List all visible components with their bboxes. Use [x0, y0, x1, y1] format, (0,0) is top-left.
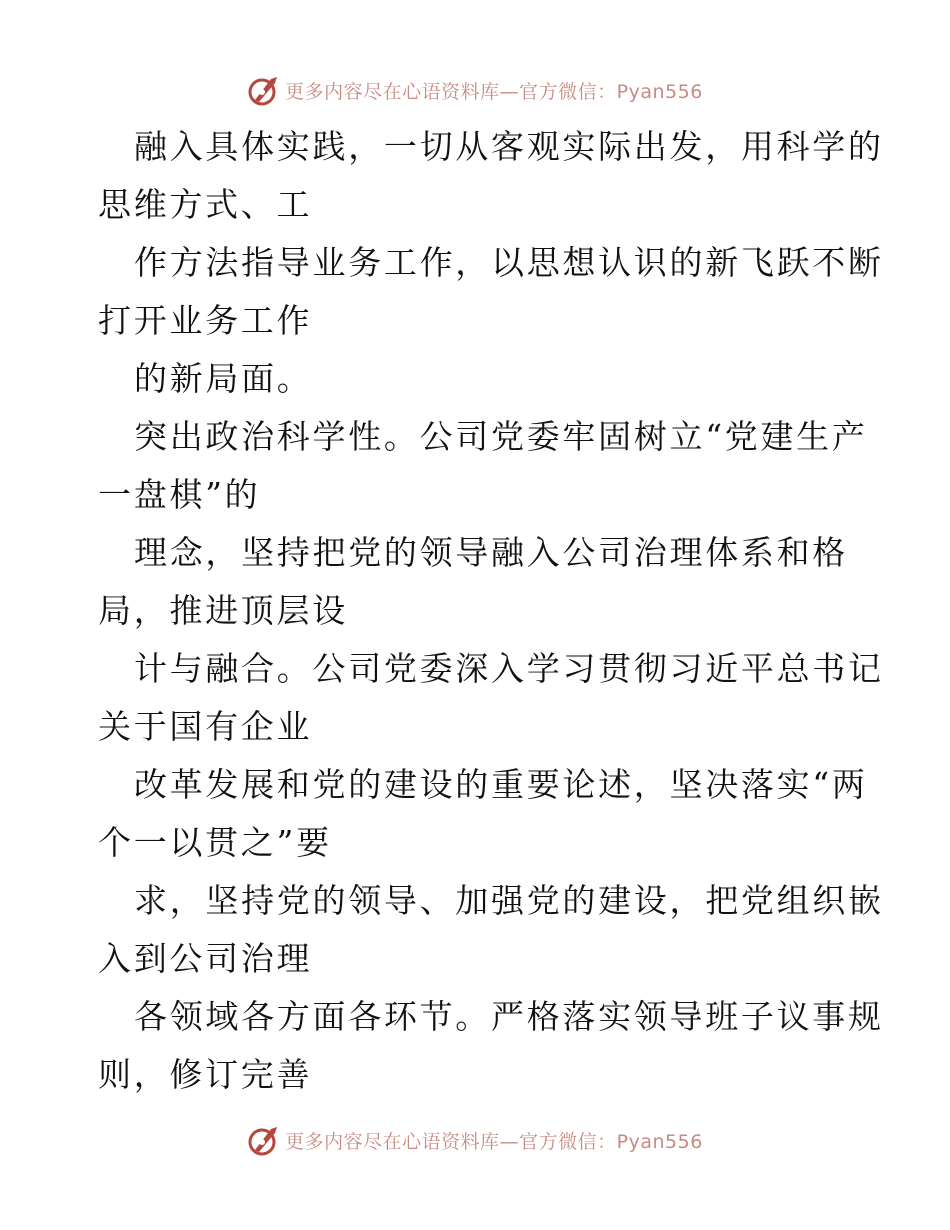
- body-line: 作方法指导业务工作，以思想认识的新飞跃不断: [134, 243, 884, 282]
- body-line: 突出政治科学性。公司党委牢固树立“党建生产: [134, 417, 868, 456]
- header-watermark: [0, 70, 950, 110]
- body-line: 入到公司治理: [98, 939, 313, 978]
- body-line: 打开业务工作: [98, 301, 313, 340]
- body-line: 则，修订完善: [98, 1055, 313, 1094]
- body-line: 关于国有企业: [98, 707, 313, 746]
- body-line: 改革发展和党的建设的重要论述，坚决落实“两: [134, 765, 868, 804]
- body-line: 局，推进顶层设: [98, 591, 348, 630]
- header-watermark-text: 更多内容尽在心语资料库—官方微信：Pyan556: [285, 80, 703, 103]
- body-line: 一盘棋”的: [98, 475, 261, 514]
- body-line: 的新局面。: [134, 359, 313, 398]
- footer-watermark-text: 更多内容尽在心语资料库—官方微信：Pyan556: [285, 1130, 703, 1153]
- body-line: 求，坚持党的领导、加强党的建设，把党组织嵌: [134, 881, 884, 920]
- body-line: 计与融合。公司党委深入学习贯彻习近平总书记: [134, 649, 884, 688]
- body-line: 个一以贯之”要: [98, 823, 332, 862]
- body-line: 理念，坚持把党的领导融入公司治理体系和格: [134, 533, 848, 572]
- body-line: 融入具体实践，一切从客观实际出发，用科学的: [134, 127, 884, 166]
- pen-nib-circle-icon: [247, 73, 281, 107]
- body-line: 各领域各方面各环节。严格落实领导班子议事规: [134, 997, 884, 1036]
- body-line: 思维方式、工: [98, 185, 313, 224]
- pen-nib-circle-icon: [247, 1123, 281, 1157]
- footer-watermark: [0, 1120, 950, 1160]
- document-body: [98, 118, 884, 1104]
